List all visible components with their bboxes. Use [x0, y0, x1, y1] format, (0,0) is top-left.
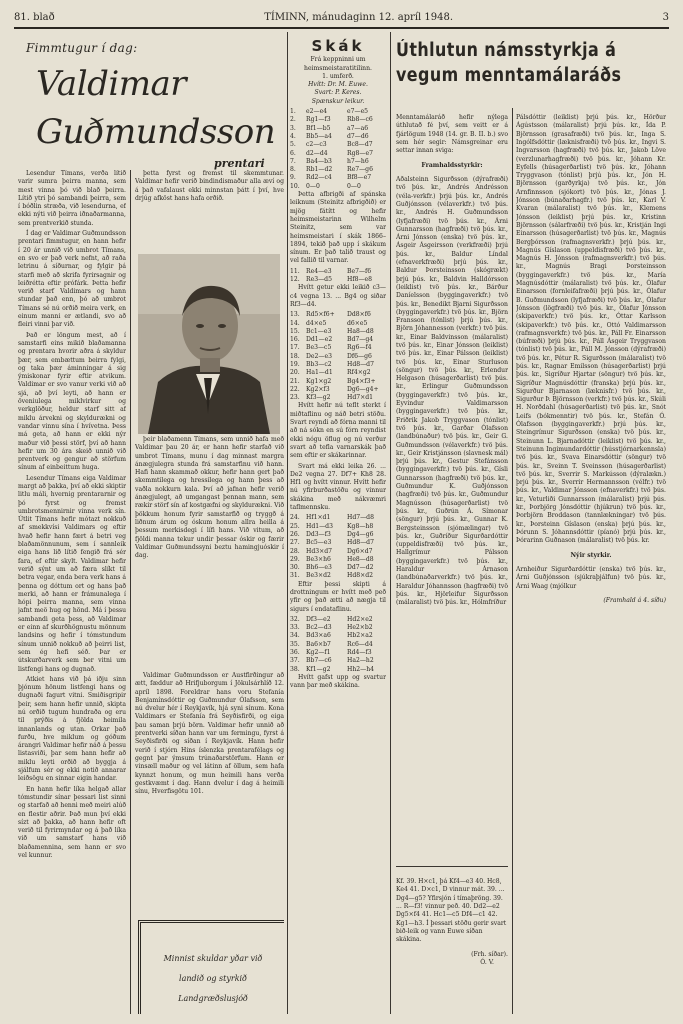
white-move: Rd2—c4: [306, 174, 332, 182]
page-header: [14, 10, 669, 24]
move-number: 5.: [290, 141, 296, 149]
paragraph: Valdimar Guðmundsson er Austfirðingur að ætt, fæddur að Hrifjuborgum í Jökulsárhlíð 12. apríl 1898. Foreldrar hans voru Stefanía Benjamínsdóttir og Guðmundur Ólafsson, sem nú dvelur hér í Reykjavík, hjá syni sínum. Kona Valdimars er Stefanía frá Seyðisfirði, og eiga þau saman þrjú börn. Valdimar hefir unnið að prentverki síðan hann var um fermingu, fyrst á Seyðisfirði og síðan í Reykjavík. Hann hefir verið í stjórn Hins íslenzka prentarafélags og gegnt þar ýmsum trúnaðarstörfum. Hann er vinsæll maður og vel látinn af öllum, sem hafa kynnzt honum, og mun heimili hans verða gestkvæmt í dag. Hann dvelur í dag á heimili sínu, Hverfisgötu 101.: [135, 672, 284, 796]
black-move: Bd7—g4: [347, 336, 374, 344]
portrait-illustration: [138, 254, 280, 434]
white-move: Bc5—e3: [306, 539, 332, 547]
header-rule: [14, 27, 669, 29]
move-number: 26.: [290, 530, 300, 538]
white-move: Dd3—f3: [306, 530, 331, 538]
black-move: Hd8—d7: [347, 539, 374, 547]
article2-body-right: [516, 108, 666, 1008]
white-move: Kg2—f1: [306, 649, 331, 657]
move-number: 34.: [290, 632, 300, 640]
chess-black: Svart: P. Keres.: [314, 89, 362, 97]
chess-comment: Þetta afbrigði af spánska leiknum (Steinitz afbrigðið) er mjög fátítt og hefir heimsmeistarinn Wilhelm Steinitz, sem var heimsmeistari í skák 1866–1894, tekið það upp í skákum sínum. Er það talið traust og vel fallið til varnar.: [290, 191, 386, 265]
column-divider: [390, 32, 391, 1014]
article-kicker: Fimmtugur í dag:: [26, 41, 138, 55]
move-number: 36.: [290, 649, 300, 657]
black-move: Dd7—d2: [347, 564, 374, 572]
white-move: 0—0: [306, 182, 320, 190]
black-move: Hh2—h4: [347, 665, 375, 673]
move-number: 2.: [290, 116, 296, 124]
black-move: Be7—f6: [347, 267, 372, 275]
chess-comment: Svart má ekki leika 26. ... De2 vegna 27. Df7+ Kh8 28. Hf1 og hvítt vinnur. Hvítt hefir nú yfirburðastöðu og vinnur skákina með nákvæmri taflmennsku.: [290, 462, 386, 512]
white-move: Bb7—c6: [306, 657, 332, 665]
move-number: 30.: [290, 564, 300, 572]
black-move: Hd8×d2: [347, 572, 373, 580]
paragraph: Arnheiður Sigurðardóttir (enska) tvö þús. kr., Árni Guðjónsson (sjúkraþjálfun) tvö þús. kr., Árni Waag (mjólkur: [516, 566, 666, 590]
white-move: Kf3—g2: [306, 394, 331, 402]
chess-opening: Spænskur leikur.: [311, 97, 365, 105]
masthead-date: TÍMINN, mánudaginn 12. apríl 1948.: [264, 11, 454, 23]
black-move: e7—e5: [347, 108, 369, 116]
headline-byline: prentari: [214, 157, 265, 170]
white-move: Bh6—e3: [306, 564, 332, 572]
white-move: Bb5—a4: [306, 132, 332, 140]
black-move: Kg8—h8: [347, 522, 374, 530]
move-number: 25.: [290, 522, 300, 530]
page-number-right: 3: [662, 11, 669, 23]
move-number: 6.: [290, 149, 296, 157]
move-number: 33.: [290, 624, 300, 632]
white-move: Df3—e2: [306, 615, 331, 623]
white-move: e2—e4: [306, 108, 328, 116]
black-move: Bc8—d7: [347, 141, 373, 149]
black-move: Rg8—e7: [347, 149, 373, 157]
move-list: [290, 514, 386, 580]
continued-note: (Framhald á 4. síðu): [603, 597, 666, 604]
move-number: 15.: [290, 327, 300, 335]
black-move: d7—d6: [347, 132, 369, 140]
black-move: Rg6—f4: [347, 344, 372, 352]
black-move: Re7—g6: [347, 166, 373, 174]
portrait-photo: [138, 254, 280, 434]
chess-white: Hvítt: Dr. M. Euwe.: [308, 81, 368, 89]
black-move: a7—a6: [347, 124, 369, 132]
article-body-right-low: [135, 672, 284, 912]
move-number: 9.: [290, 174, 296, 182]
headline-line2: Guðmundsson: [36, 112, 276, 152]
chess-column: [290, 32, 386, 1014]
white-move: De2—e3: [306, 352, 332, 360]
black-move: Hd8—d7: [347, 360, 374, 368]
paragraph: Aðalsteinn Sigurðsson (dýrafræði) tvö þús. kr., Andrés Andrésson (véla-verkfr.) þrjú þús. kr., Andrés Guðjónsson (vélaverkfr.) tvö þús. kr., Andrés H. Guðmundsson (lyfjafræði) tvö þús. kr., Árni Gunnarsson (hagfræði) tvö þús. kr., Árni Jónsson (enska) tvö þús. kr., Ásgeir Ásgeirsson (verkfræði) þrjú þús. kr., Baldur Líndal (efnaverkfræði) þrjú þús. kr., Baldur Þorsteinsson (skógrækt) þrjú þús. kr., Baldvin Halldórsson (leiklist) tvö þús. kr., Bárður Daníelsson (byggingaverkfr.) tvö þús. kr., Benedikt Bjarni Sigurðsson (byggingaverkfr.) tvö þús. kr., Björn Fransson (tónlist) þrjú þús. kr., Björn Jóhannesson (verkfr.) tvö þús. kr., Einar Baldvinsson (málaralist) tvö þús. kr., Einar Jónsson (leiklist) tvö þús. kr., Einar Pálsson (leiklist) tvö þús. kr., Einar Sturluson (söngur) tvö þús. kr., Erlendur Helgason (húsagerðarlist) tvö þús. kr., Erlingur Guðmundsson (byggingaverkfr.) tvö þús. kr., Eyvindur Valdimarsson (byggingaverkfr.) tvö þús. kr., Friðrik Jakob Tryggvason (tónlist) tvö þús. kr., Garðar Ólafsson (landbúnaður) tvö þús. kr., Geir G. Guðmundsson (vélaverkfr.) tvö þús. kr., Geir Kristjánsson (slavnesk mál) þrjú þús. kr., Gestur Stefánsson (byggingaverkfr.) tvö þús. kr., Gísli Gunnarsson (hagfræði) tvö þús. kr., Guðmundur K. Guðjónsson (hagfræði) tvö þús. kr., Guðmundur Magnússon (húsagerðarlist) tvö þús. kr., Guðrún Á. Símonar (söngur) þrjú þús. kr., Gunnar K. Bergsteinsson (sjómælingar) tvö þús. kr., Guðríður Sigurðardóttir (uppeldisfræði) tvö þús. kr., Hallgrímur Pálsson (byggingaverkfr.) tvö þús. kr., Haraldur Árnason (landbúnaðarverkfr.) tvö þús. kr., Haraldur Jóhannsson (hagfræði) tvö þús. kr., Hjörleifur Sigurðsson (málaralist) tvö þús. kr., Hólmfríður: [396, 176, 508, 607]
white-move: Bc1—e3: [306, 327, 332, 335]
move-number: 13.: [290, 311, 300, 319]
white-move: Be3×d2: [306, 572, 331, 580]
paragraph: Lesendur Tímans, verða lítið varir sumra þeirra manna, sem mest vinna þó við blað þeirra. Lítið ytri þó sambandi þeirra, sem í bóðlin stræða, við lesendurna, ef ekki nýti við þeirra iðnaðarmanna, sem prentverkið stunda.: [18, 170, 126, 227]
move-number: 11.: [290, 267, 300, 275]
black-move: He8—d8: [347, 555, 374, 563]
white-move: Bf1—b5: [306, 124, 331, 132]
page-number-left: 81. blað: [14, 11, 55, 23]
white-move: Be3×h6: [306, 555, 331, 563]
move-number: 28.: [290, 547, 300, 555]
advertisement-box: [138, 920, 284, 1014]
paragraph: Kf. 39. H×c1, þá Kf4—e3 40. Hc8, Ke4 41. D×c1, D vinnur mát. 39. ... Dg4—g5? Yfirsjón í tímaþröng. 39. ... R—f3! vinnur peð. 40. Dd2—e2 Dg5×f4 41. Hc1—c5 Df4—c1 42. Kg1—h3. Í þessari stöðu gerir svart bið-leik og vann Euwe síðan skákina.: [396, 878, 507, 944]
move-number: 3.: [290, 124, 296, 132]
white-move: Kg2×f3: [306, 385, 330, 393]
continued-note: (Frh. síðar).: [471, 950, 508, 958]
move-number: 29.: [290, 555, 300, 563]
black-move: Hd7×d1: [347, 394, 373, 402]
author-initials: Ó. V.: [480, 958, 494, 966]
white-move: Kf1—g2: [306, 665, 331, 673]
move-list: [290, 311, 386, 402]
black-move: Ha2—h2: [347, 657, 374, 665]
black-move: Dd8×f6: [347, 311, 371, 319]
paragraph: þetta fyrst og fremst til skemmtunar. Valdimar hefir verið bindindismaður alla æví og á það vafalaust ekki minnstan þátt í því, hve drjúg afköst hans hafa orðið.: [135, 170, 284, 202]
paragraph: Í dag er Valdimar Guðmundsson prentari fimmtugur, en hann hefir í 20 ár unnið við umbrot Tímans, en svo er það verk nefnt, að raða letrinu á síðurnar, og fylgir þá starfi með að skrifa fyrirsagnir og leiðrétta eftir prófárk. Þetta hefir verið starf Valdimars og hann stundar það enn, þó að umbrot Tímans sé nú orðið meira verk, en einum manni er ætlandi, svo að fleiri vinni þar við.: [18, 230, 126, 329]
black-move: Hd2×e2: [347, 615, 373, 623]
black-move: Hf8—e8: [347, 276, 373, 284]
black-move: Dg6—g4+: [347, 385, 379, 393]
move-number: 37.: [290, 657, 300, 665]
headline-line1: Valdimar: [36, 64, 186, 104]
black-move: Bf8—e7: [347, 174, 372, 182]
chess-continuation: [396, 872, 508, 1012]
move-number: 38.: [290, 665, 300, 673]
white-move: Re3—d5: [306, 276, 332, 284]
article-valdimar: [18, 32, 284, 1014]
chess-intro: Frá keppninni um heimsmeistaratitilinn.: [304, 56, 372, 72]
paragraph: Menntamálaráð hefir nýlega úthlutað fé því, sem veitt er á fjárlögum 1948 (14. gr. B. II. b.) svo sem hér segir: Námsgreinar eru settar innan sviga:: [396, 114, 508, 155]
move-number: 16.: [290, 336, 300, 344]
move-number: 27.: [290, 539, 300, 547]
black-move: Rb8—c6: [347, 116, 373, 124]
move-number: 10.: [290, 182, 300, 190]
paragraph: En hann hefir líka helgað allar tómstundir sínar þessari list sinni og starfað að henni með meiri alúð en flestir aðrir. Það mun því ekki sízt að þakka, að hann hefir oft verið til fyrirmyndar og á það líka við um samstarf hans við blaðamennina, sem hann er svo vel kunnur.: [18, 785, 126, 860]
article-body-right-mid: [135, 436, 284, 664]
black-move: h7—h6: [347, 157, 369, 165]
chess-comment: Hvítt hefir nú teflt sterkt í miðtaflinu og náð betri stöðu. Svart reyndi að fórna manni til að ná sókn en sú fórn reyndist ekki nógu öflug og nú verður svart að tefla varnarskák það sem eftir er skákarinnar.: [290, 402, 386, 460]
chess-round: 1. umferð.: [322, 72, 354, 80]
move-number: 17.: [290, 344, 300, 352]
white-move: Rb1—d2: [306, 166, 333, 174]
move-number: 14.: [290, 319, 300, 327]
paragraph: þeir blaðamenn Tímans, sem unnið hafa með Valdimar þau 20 ár, er hann hefir starfað við umbrot Tímans, munu í dag minnast margra ánægjulegra stunda frá samstarfinu við hann. Hafi hann skammað okkur, hefir hann gert það skemmtilega og hressilega og hann þess að vaðla nokkurn kala. Því að jafnan hefir verið ánægjulegt, að umgangast þennan mann, sem rækir störf sín af kostgæfni og skyldurækni. Við þökkum honum fyrir samstarfið og tryggð á liðnum árum og óskum honum allra heilla á þessum merkisdegi í lífi hans. Við vitum, að fjöldi manna tekur undir þessar óskir og færir Valdimar Guðmundssyni beztu hamingjuóskir í dag.: [135, 436, 284, 560]
white-move: Bc2—d3: [306, 624, 332, 632]
black-move: d6×e5: [347, 319, 368, 327]
subheading: Framhaldsstyrkir:: [421, 161, 483, 169]
advert-line: Landgræðslusjóð: [178, 994, 248, 1003]
advert-line: Minnist skuldar yðar við: [163, 954, 263, 963]
white-move: Dd1—e2: [306, 336, 333, 344]
black-move: He2×b2: [347, 624, 373, 632]
section-rule: [396, 866, 508, 867]
move-list: [290, 616, 386, 674]
white-move: d2—d4: [306, 149, 328, 157]
paragraph: Lesendur Tímans eiga Valdimar margt að þakka, því að ekki skiptir litlu máli, hvernig prentararnir og þó fyrst og fremst umbrotsmennirnir vinna verk sín. Útlit Tímans hefir mótazt nokkuð af smekkvísi Valdimars og eftir hvað hefir hann fært á betri veg blaðamönnunum, sem í sannleik eiga hans lið lítið fengið frá sér fara, ef eftir skylt. Valdimar hefir verið sýnt um að færa slíkt til betra vegar, enda bera verk hans á þenna og dóttum ort og hans það merki, að hann er frámunalega í hópi þeirra manna, sem vinna jafnt meö hug og hönd. Má í þessu sambandi geta þess, að Valdimar er einn af skurðhögnustu mönnum landsins og hefir í tómstundum sínum unnið nokkuð að þeirri list, sem ég hefi séð. Þar er útskurðarverk sem ber vitni um listfengi hans og dugnað.: [18, 474, 126, 673]
black-move: Dg6×d7: [347, 547, 373, 555]
white-move: Hf1×d1: [306, 514, 331, 522]
column-divider: [512, 108, 513, 1014]
move-list: [290, 268, 386, 285]
black-move: Ha8—d8: [347, 327, 374, 335]
subheading: Nýir styrkir.: [570, 551, 612, 559]
white-move: Rd5×f6+: [306, 311, 335, 319]
move-number: 24.: [290, 514, 300, 522]
paragraph: Pálsdóttir (leiklist) þrjú þús. kr., Hörður Ágústsson (málaralist) þrjú þús. kr., Ída P. Björnsson (grasafræði) tvö þús. kr., Inga S. Ingólfsdóttir (læknisfræði) tvö þús. kr., Ingvi S. Ingvarsson (hagfræði) tvö þús. kr., Jakob Löve (verzlunarhagfræði) tvö þús. kr., Jóhann Kr. Eyfells (húsagerðarlist) tvö þús. kr., Jóhann Tryggvason (tónlist) þrjú þús. kr., Jón H. Björnsson (garðyrkja) tvö þús. kr., Jón Arnfinnsson (sjókort) tvö þús. kr., Jónas J. Jónsson (búnaðarhagfr.) tvö þús. kr., Karl V. Kvaran (málaralist) tvö þús. kr., Klemens Jónsson (leiklist) þrjú þús. kr., Kristinn Björnsson (sálarfræði) tvö þús. kr., Kristján Ingi Einarsson (húsagerðarlist) tvö þús. kr., Magnús Bergþórsson (rafmagnsverkfr.) þrjú þús. kr., Magnús Gíslason (uppeldisfræði) tvö þús. kr., Magnús H. Jónsson (rafmagnsverkfr.) tvö þús. kr., Magnús Bragi Þorsteinsson (byggingaverkfr.) tvö þús. kr., María Magnúsdóttir (málaralist) tvö þús. kr., Ólafur Einarsson (fornleifafræði) þrjú þús. kr., Ólafur B. Guðmundsson (lyfjafræði) tvö þús. kr., Ólafur Jónsson (lögfræði) tvö þús. kr., Ólafur Jónsson (skipaverkfr.) tvö þús. kr., Óttar Karlsson (skipaverkfr.) tvö þús. kr., Ottó Valdimarsson (rafmagnsverkfr.) tvö þús. kr., Páll Fr. Einarsson (búfræði) þrjú þús. kr., Páll Ásgeir Tryggvason (tónlist) tvö þús. kr., Páll M. Jónsson (dýrafræði) tvö þús. kr., Pétur R. Sigurðsson (málaralist) tvö þús. kr., Ragnar Emilsson (húsagerðarlist) þrjú þús. kr., Sigríður Hjartar (söngur) tvö þús. kr., Sigríður Magnúsdóttir (franska) þrjú þús. kr., Sigurður Bjarnason (læknisfr.) tvö þús. kr., Sigurður Þ. Björnsson (verkfr.) tvö þús. kr., Skúli H. Norðdahl (húsagerðarlist) tvö þús. kr., Snót Leifs (bókmenntir) tvö þús. kr., Stefán Ó. Ólafsson (byggingaverkfr.) þrjú þús. kr., Steingrímur Sigurðsson (enska) tvö þús. kr., Steinunn L. Bjarnadóttir (leiklist) tvö þús. kr., Steinunn Ingimundardóttir (hússtjórnarkennsla) tvö þús. kr., Svava Einarsdóttir (söngur) tvö þús. kr., Sveinn T. Sveinsson (húsagerðarlist) tvö þús. kr., Sverrir S. Markússon (dýralækn.) þrjú þús. kr., Sverrir Hermannsson (vélfr.) tvö þús. kr., Valdimar Jónsson (efnaverkfr.) tvö þús. kr., Veturliði Gunnarsson (málaralist) þrjú þús. kr., Þorbjörg Jónsdóttir (hjúkrun) tvö þús. kr., Þorbjörn Broddason (tannlækningar) tvö þús. kr., Þorsteinn Gíslason (enska) þrjú þús. kr., Þórunn S. Jóhannsdóttir (píanó) þrjú þús. kr., Þórarinn Guðnason (málaralist) tvö þús. kr.: [516, 114, 666, 545]
advert-line: landið og styrkið: [179, 974, 247, 983]
black-move: Hb2×a2: [347, 632, 373, 640]
white-move: Hd3×d7: [306, 547, 332, 555]
article2-headline: Úthlutun námsstyrkja á vegum menntamálaráðs: [396, 40, 622, 86]
white-move: Bd3×a6: [306, 632, 331, 640]
chess-comment: Eftir þessi skipti á drottningum er hvítt með peð yfir og það ætti að nægja til sigurs í endataflinu.: [290, 580, 386, 613]
white-move: Hd1—d3: [306, 522, 333, 530]
move-number: 21.: [290, 377, 300, 385]
article-body-left: [18, 170, 126, 1014]
move-number: 19.: [290, 360, 300, 368]
black-move: Rf4×g2: [347, 369, 371, 377]
white-move: Rg1—f3: [306, 116, 331, 124]
black-move: Rd4—f3: [347, 649, 372, 657]
white-move: Re4—e3: [306, 267, 332, 275]
move-number: 4.: [290, 132, 296, 140]
move-number: 1.: [290, 108, 296, 116]
black-move: Dg4—g6: [347, 530, 374, 538]
black-move: Rc6—d4: [347, 640, 373, 648]
chess-comment: Hvítt getur ekki leikið c3—c4 vegna 13. ... Bg4 og siðar Rf3—d4.: [290, 284, 386, 308]
article-body-right-top: [135, 170, 284, 226]
move-number: 7.: [290, 157, 296, 165]
white-move: Ha1—d1: [306, 369, 333, 377]
column-divider: [287, 32, 288, 1014]
white-move: Ba4—b3: [306, 157, 332, 165]
black-move: Df6—g6: [347, 352, 372, 360]
paragraph: Það er löngum mest, að í samstarfi eins mikið blaðamanna og prentara hvorir aðra á skyldur þær, sem embættum beirra fylgi, og taka þær áminningar á sig ýmiskonar fyrir eftir atvikum. Valdimar er svo vanur verki við að sjá, að því leyti, að hann er öveniulega miklvirkur og verkglöður, heldur starf sitt af miklu árvekni og skyldurækni og vandar vinnu sína í hvívetna. Þess má geta, að hann er ekki nýr maður við þessi störf, því að hann hefir um 30 ára skeið unnið við prentverk og gengur að störfum sínum af einbeittum huga.: [18, 331, 126, 472]
white-move: c2—c3: [306, 141, 327, 149]
move-number: 18.: [290, 352, 300, 360]
move-number: 23.: [290, 394, 300, 402]
white-move: Kg1×g2: [306, 377, 332, 385]
move-number: 31.: [290, 572, 300, 580]
white-move: Ba6×b7: [306, 640, 331, 648]
black-move: Bg4×f3+: [347, 377, 376, 385]
black-move: 0—0: [347, 182, 361, 190]
move-number: 22.: [290, 385, 300, 393]
column-divider: [130, 170, 131, 1014]
white-move: Bb3—c2: [306, 360, 332, 368]
white-move: d4×e5: [306, 319, 327, 327]
move-number: 35.: [290, 640, 300, 648]
move-number: 12.: [290, 276, 300, 284]
chess-title: Skák: [311, 37, 365, 55]
move-number: 8.: [290, 166, 296, 174]
move-number: 20.: [290, 369, 300, 377]
chess-final: Hvítt gafst upp og svartur vann þar með skákina.: [290, 673, 386, 690]
move-number: 32.: [290, 615, 300, 623]
black-move: Hd7—d8: [347, 514, 374, 522]
article2-body-left: [396, 108, 508, 863]
paragraph: Atkiet hans við þá iðju sinn þjónum hönum listfengi hans og dugnaði fagurt vitni. Smiðisgripir þeir, sem hann hefir unnið, skipta nú orðið tugum hundraða og eru til prýðis á fjölda heimila innanlands og utan. Orkar það furðu, hve miklum og góðum árangri Valdimar hefir náð á þessu listasviði, þar sem hann hefir að miklu leyti orðið að byggja á sjálfum sér og ekki notið annarar leiðsögu en sinnar eigin handar.: [18, 675, 126, 783]
move-list: [290, 108, 386, 191]
white-move: Be3—c5: [306, 344, 332, 352]
